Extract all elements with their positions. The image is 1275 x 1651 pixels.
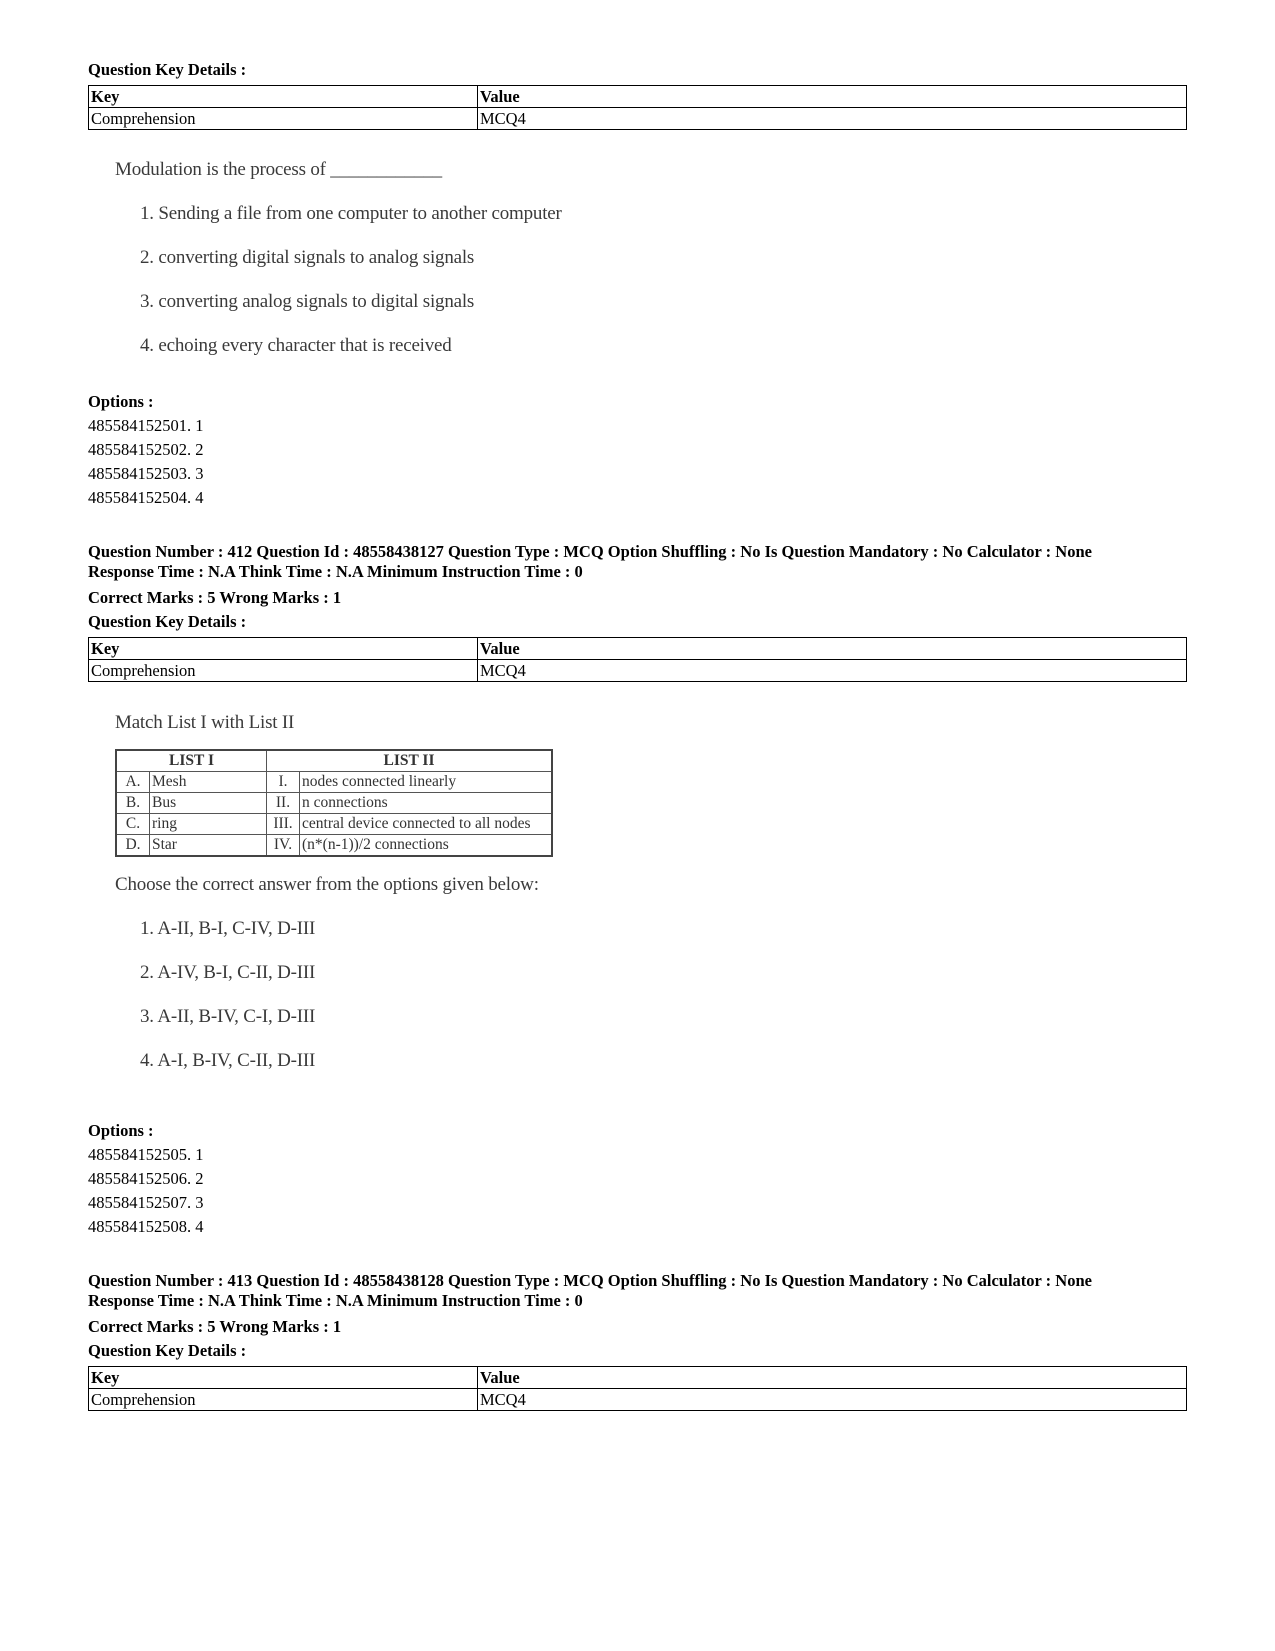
question-stem: Modulation is the process of ____________ xyxy=(115,159,442,180)
list-1-item: Mesh xyxy=(150,772,267,793)
question-instruction: Choose the correct answer from the options given below: xyxy=(115,874,539,895)
key-cell: Comprehension xyxy=(89,660,478,682)
question-choice: 4. A-I, B-IV, C-II, D-III xyxy=(140,1050,316,1071)
question-marks: Correct Marks : 5 Wrong Marks : 1 xyxy=(88,1317,342,1336)
key-header: Key xyxy=(89,86,478,108)
question-header-line: Question Number : 413 Question Id : 48558438128 Question Type : MCQ Option Shuffling : No Is Question Mandatory : No Calculator : None xyxy=(88,1271,1092,1290)
question-key-details-label: Question Key Details : xyxy=(88,612,247,631)
option-item: 485584152507. 3 xyxy=(88,1193,204,1212)
question-choice: 1. Sending a file from one computer to another computer xyxy=(140,203,562,224)
question-key-table xyxy=(88,1366,1187,1411)
question-choice: 2. converting digital signals to analog signals xyxy=(140,247,475,268)
list-1-letter: C. xyxy=(116,814,150,835)
match-row xyxy=(116,793,552,814)
question-image xyxy=(115,711,553,1073)
question-header-line: Response Time : N.A Think Time : N.A Minimum Instruction Time : 0 xyxy=(88,1291,583,1310)
question-choice: 3. converting analog signals to digital signals xyxy=(140,291,475,312)
option-item: 485584152506. 2 xyxy=(88,1169,204,1188)
list-2-numeral: III. xyxy=(267,814,300,835)
question-marks: Correct Marks : 5 Wrong Marks : 1 xyxy=(88,588,342,607)
question-key-details-label: Question Key Details : xyxy=(88,60,247,79)
list-2-item: n connections xyxy=(300,793,553,814)
option-item: 485584152503. 3 xyxy=(88,464,204,483)
list-2-header: LIST II xyxy=(267,750,553,772)
list-1-letter: D. xyxy=(116,835,150,857)
key-cell: Comprehension xyxy=(89,108,478,130)
question-choice: 2. A-IV, B-I, C-II, D-III xyxy=(140,962,316,983)
value-header: Value xyxy=(478,638,1187,660)
list-1-item: Bus xyxy=(150,793,267,814)
options-label: Options : xyxy=(88,1121,154,1140)
list-2-numeral: II. xyxy=(267,793,300,814)
options-label: Options : xyxy=(88,392,154,411)
question-image xyxy=(115,158,562,358)
list-2-item: (n*(n-1))/2 connections xyxy=(300,835,553,857)
list-1-item: ring xyxy=(150,814,267,835)
question-key-table xyxy=(88,637,1187,682)
value-cell: MCQ4 xyxy=(478,660,1187,682)
question-stem: Match List I with List II xyxy=(115,712,295,733)
question-header-line: Response Time : N.A Think Time : N.A Minimum Instruction Time : 0 xyxy=(88,562,583,581)
option-item: 485584152504. 4 xyxy=(88,488,204,507)
match-list-table xyxy=(115,749,553,857)
value-cell: MCQ4 xyxy=(478,108,1187,130)
value-header: Value xyxy=(478,1367,1187,1389)
match-row xyxy=(116,814,552,835)
match-row xyxy=(116,772,552,793)
question-header-line: Question Number : 412 Question Id : 48558438127 Question Type : MCQ Option Shuffling : No Is Question Mandatory : No Calculator : None xyxy=(88,542,1092,561)
question-choice: 3. A-II, B-IV, C-I, D-III xyxy=(140,1006,316,1027)
list-1-item: Star xyxy=(150,835,267,857)
option-item: 485584152505. 1 xyxy=(88,1145,204,1164)
option-item: 485584152508. 4 xyxy=(88,1217,204,1236)
question-key-details-label: Question Key Details : xyxy=(88,1341,247,1360)
key-cell: Comprehension xyxy=(89,1389,478,1411)
list-2-numeral: I. xyxy=(267,772,300,793)
option-item: 485584152501. 1 xyxy=(88,416,204,435)
list-2-item: central device connected to all nodes xyxy=(300,814,553,835)
list-1-letter: A. xyxy=(116,772,150,793)
value-cell: MCQ4 xyxy=(478,1389,1187,1411)
match-row xyxy=(116,835,552,857)
option-item: 485584152502. 2 xyxy=(88,440,204,459)
question-choice: 1. A-II, B-I, C-IV, D-III xyxy=(140,918,316,939)
question-key-table xyxy=(88,85,1187,130)
list-1-letter: B. xyxy=(116,793,150,814)
key-header: Key xyxy=(89,1367,478,1389)
list-2-item: nodes connected linearly xyxy=(300,772,553,793)
key-header: Key xyxy=(89,638,478,660)
value-header: Value xyxy=(478,86,1187,108)
list-2-numeral: IV. xyxy=(267,835,300,857)
list-1-header: LIST I xyxy=(116,750,267,772)
question-choice: 4. echoing every character that is received xyxy=(140,335,452,356)
